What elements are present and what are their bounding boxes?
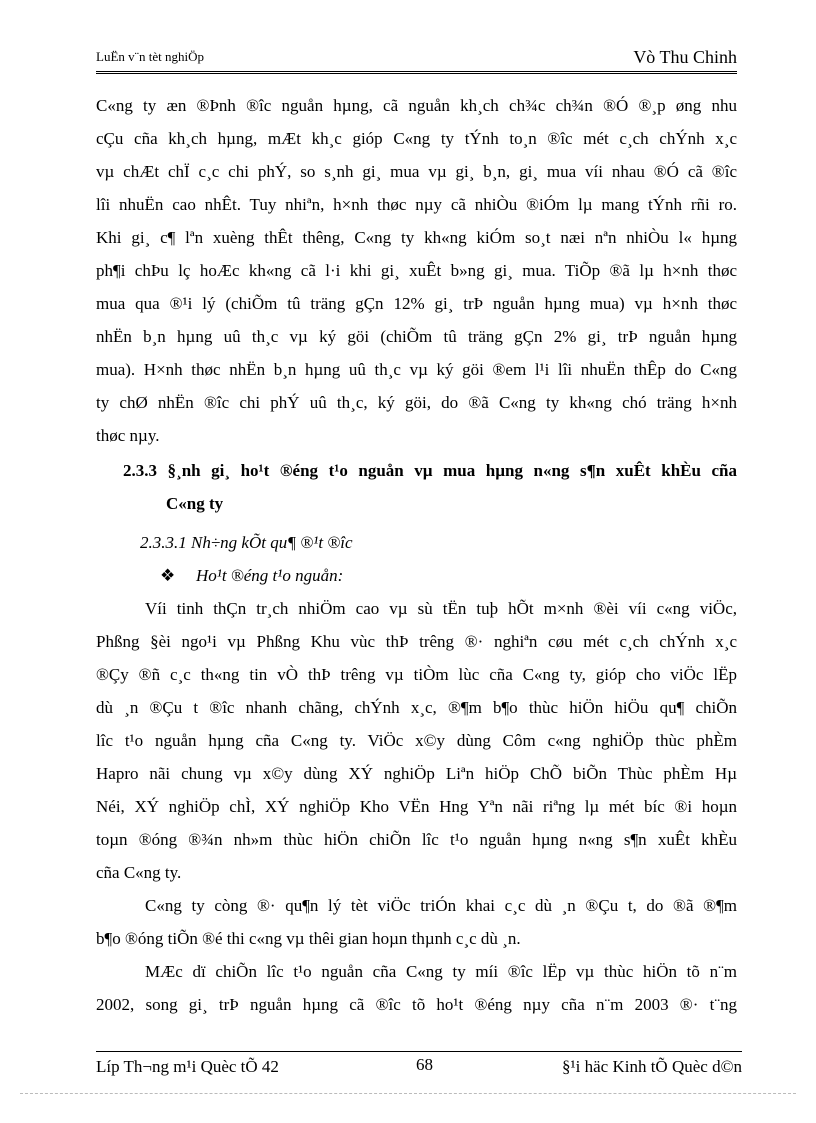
page-edge-divider	[20, 1093, 796, 1094]
text-line: Víi tinh thÇn tr¸ch nhiÖm cao vµ sù tËn tuþ hÕt m×nh ®èi víi c«ng viÖc,	[145, 599, 737, 618]
text-line: vµ chÆt chÏ c¸c chi phÝ, so s¸nh gi¸ mua vµ gi¸ b¸n, gi¸ mua víi nhau ®Ó cã ®îc	[96, 162, 737, 181]
text-line: Phßng §èi ngo¹i vµ Phßng Khu vùc thÞ trêng ®· nghiªn cøu mét c¸ch chÝnh x¸c	[96, 632, 737, 651]
text-line: lîi nhuËn cao nhÊt. Tuy nhiªn, h×nh thøc nµy cã nhiÒu ®iÓm lµ mang tÝnh rñi ro.	[96, 195, 737, 214]
header-rule	[96, 73, 737, 74]
page-number: 68	[416, 1055, 433, 1074]
text-line: thøc nµy.	[96, 426, 160, 445]
subsection-heading: 2.3.3.1 Nh÷ng kÕt qu¶ ®¹t ®îc	[140, 533, 353, 552]
text-line: ®Çy ®ñ c¸c th«ng tin vÒ thÞ trêng vµ tiÒm lùc cña C«ng ty, gióp cho viÖc lËp	[96, 665, 737, 684]
footer-class-name: Líp Th¬ng m¹i Quèc tÕ 42	[96, 1057, 279, 1076]
bullet-heading: Ho¹t ®éng t¹o nguån:	[196, 566, 344, 585]
header-author-name: Vò Thu Chinh	[633, 47, 737, 67]
text-line: lîc t¹o nguån hµng cña C«ng ty. ViÖc x©y dùng Côm c«ng nghiÖp thùc phÈm	[96, 731, 737, 750]
text-line: mua). H×nh thøc nhËn b¸n hµng uû th¸c vµ ký göi ®em l¹i lîi nhuËn thÊp do C«ng	[96, 360, 737, 379]
bullet-diamond-icon: ❖	[160, 566, 176, 585]
text-line: C«ng ty æn ®Þnh ®îc nguån hµng, cã nguån kh¸ch ch¾c ch¾n ®Ó ®¸p øng nhu	[96, 96, 737, 115]
text-line: ty chØ nhËn ®îc chi phÝ uû th¸c, ký göi, do ®ã C«ng ty kh«ng chó träng h×nh	[96, 393, 737, 412]
text-line: dù ¸n ®Çu t ®îc nhanh chãng, chÝnh x¸c, ®¶m b¶o thùc hiÖn hiÖu qu¶ chiÕn	[96, 698, 737, 717]
footer-university: §¹i häc Kinh tÕ Quèc d©n	[562, 1057, 742, 1076]
text-line: mua qua ®¹i lý (chiÕm tû träng gÇn 12% gi¸ trÞ nguån hµng mua) vµ h×nh thøc	[96, 294, 737, 313]
header-thesis-label: LuËn v¨n tèt nghiÖp	[96, 49, 204, 64]
text-line: cÇu cña kh¸ch hµng, mÆt kh¸c gióp C«ng ty tÝnh to¸n ®îc mét c¸ch chÝnh x¸c	[96, 129, 737, 148]
section-heading: 2.3.3 §¸nh gi¸ ho¹t ®éng t¹o nguån vµ mua hµng n«ng s¶n xuÊt khÈu cña	[123, 461, 737, 480]
text-line: b¶o ®óng tiÕn ®é thi c«ng vµ thêi gian hoµn thµnh c¸c dù ¸n.	[96, 929, 521, 948]
text-line: MÆc dï chiÕn lîc t¹o nguån cña C«ng ty míi ®îc lËp vµ thùc hiÖn tõ n¨m	[145, 962, 737, 981]
header-rule	[96, 71, 737, 72]
text-line: Hapro nãi chung vµ x©y dùng XÝ nghiÖp Liªn hiÖp ChÕ biÕn Thùc phÈm Hµ	[96, 764, 737, 783]
footer-rule	[96, 1051, 742, 1052]
text-line: ph¶i chÞu lç hoÆc kh«ng cã l·i khi gi¸ xuÊt b»ng gi¸ mua. TiÕp ®ã lµ h×nh thøc	[96, 261, 737, 280]
text-line: 2002, song gi¸ trÞ nguån hµng cã ®îc tõ ho¹t ®éng nµy cña n¨m 2003 ®· t¨ng	[96, 995, 737, 1014]
text-line: Néi, XÝ nghiÖp chÌ, XÝ nghiÖp Kho VËn Hng Yªn nãi riªng lµ mét bíc ®i hoµn	[96, 797, 737, 816]
text-line: Khi gi¸ c¶ lªn xuèng thÊt thêng, C«ng ty kh«ng kiÓm so¸t næi nªn nhiÒu l« hµng	[96, 228, 737, 247]
section-heading-cont: C«ng ty	[166, 494, 224, 513]
text-line: nhËn b¸n hµng uû th¸c vµ ký göi (chiÕm tû träng gÇn 2% gi¸ trÞ nguån hµng	[96, 327, 737, 346]
text-line: cña C«ng ty.	[96, 863, 182, 882]
text-line: toµn ®óng ®¾n nh»m thùc hiÖn chiÕn lîc t¹o nguån hµng n«ng s¶n xuÊt khÈu	[96, 830, 737, 849]
text-line: C«ng ty còng ®· qu¶n lý tèt viÖc triÓn khai c¸c dù ¸n ®Çu t, do ®ã ®¶m	[145, 896, 737, 915]
